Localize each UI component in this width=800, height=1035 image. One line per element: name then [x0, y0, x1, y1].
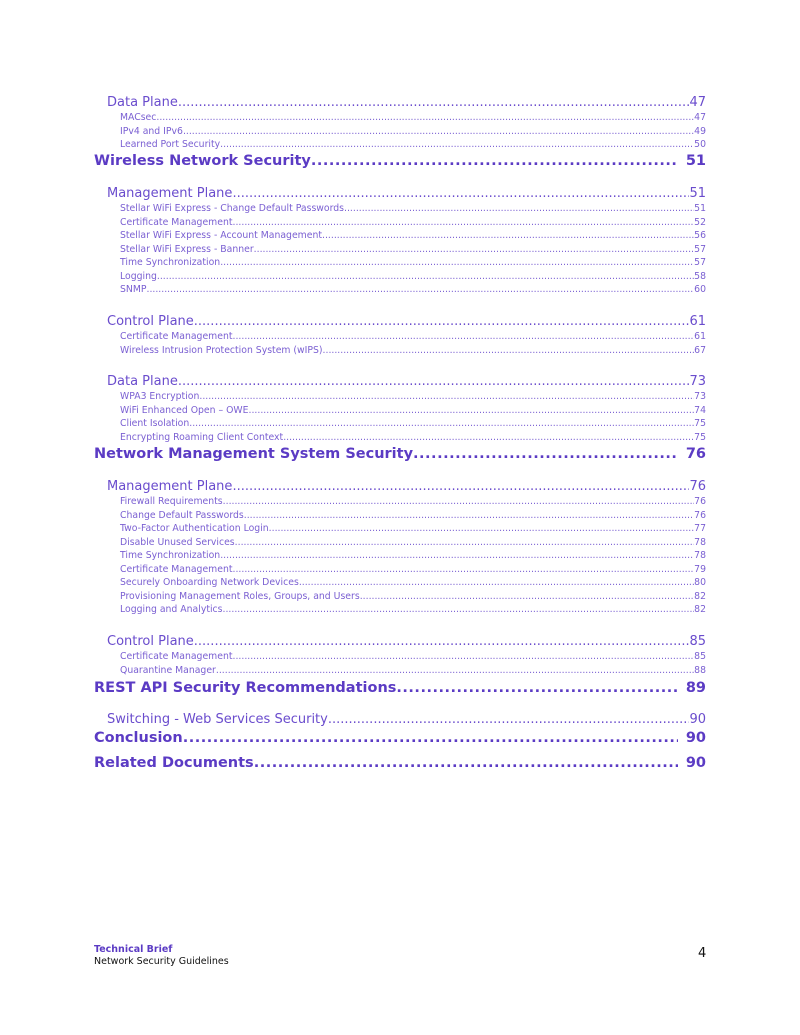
toc-section[interactable]: [94, 752, 706, 774]
toc-page-number: 73: [694, 391, 706, 402]
toc-leader-dots: [220, 549, 694, 563]
toc-leader-dots: [189, 417, 694, 431]
toc-leader-dots: [156, 111, 694, 125]
toc-title: Certificate Management: [120, 216, 233, 228]
toc-title: MACsec: [120, 112, 157, 123]
toc-title: Stellar WiFi Express - Banner: [120, 243, 254, 255]
toc-leader-dots: [194, 633, 690, 651]
toc-leader-dots: [178, 373, 690, 391]
toc-subsection[interactable]: [94, 373, 706, 391]
toc-title: IPv4 and IPv6: [120, 125, 183, 137]
toc-item[interactable]: [94, 664, 706, 678]
toc-leader-dots: [157, 270, 694, 284]
toc-leader-dots: [178, 94, 690, 112]
toc-leader-dots: [233, 650, 695, 664]
toc-title: Provisioning Management Roles, Groups, and Users: [120, 590, 360, 602]
toc-item[interactable]: [94, 283, 706, 297]
toc-page-number: 78: [694, 550, 706, 561]
toc-item[interactable]: [94, 495, 706, 509]
toc-title: Switching - Web Services Security: [107, 712, 328, 727]
toc-item[interactable]: [94, 330, 706, 344]
toc-item[interactable]: [94, 125, 706, 139]
toc-page-number: 57: [694, 243, 706, 255]
toc-leader-dots: [199, 390, 694, 404]
toc-page-number: 75: [694, 431, 706, 443]
toc-title: Firewall Requirements: [120, 496, 223, 507]
toc-item[interactable]: [94, 590, 706, 604]
toc-item[interactable]: [94, 603, 706, 617]
toc-title: Securely Onboarding Network Devices: [120, 577, 299, 588]
footer-doc-type: Technical Brief: [94, 944, 173, 955]
toc-title: Logging and Analytics: [120, 604, 223, 615]
toc-page-number: 75: [694, 418, 706, 429]
toc-page-number: 51: [689, 186, 706, 201]
footer-doc-title: Network Security Guidelines: [94, 956, 229, 967]
toc-page-number: 82: [694, 590, 706, 602]
toc-title: Learned Port Security: [120, 139, 221, 150]
toc-title: Certificate Management: [120, 563, 233, 575]
toc-leader-dots: [323, 344, 695, 358]
toc-title: Change Default Passwords: [120, 509, 244, 521]
toc-page-number: 78: [694, 536, 706, 548]
toc-title: Disable Unused Services: [120, 536, 235, 548]
toc-leader-dots: [244, 509, 694, 523]
footer: [94, 944, 229, 968]
toc-leader-dots: [233, 216, 695, 230]
toc-title: SNMP: [120, 284, 147, 295]
toc-item[interactable]: [94, 216, 706, 230]
toc-leader-dots: [194, 313, 690, 331]
toc-leader-dots: [344, 202, 694, 216]
toc-title: Encrypting Roaming Client Context: [120, 431, 284, 443]
toc-title: WiFi Enhanced Open – OWE: [120, 404, 249, 416]
toc-page-number: 49: [694, 125, 706, 137]
toc-page-number: 47: [694, 112, 706, 123]
toc-leader-dots: [413, 443, 678, 465]
toc-page-number: 47: [689, 95, 706, 110]
toc-page-number: 90: [685, 730, 706, 746]
toc-leader-dots: [233, 563, 695, 577]
toc-page-number: 52: [694, 216, 706, 228]
toc-leader-dots: [216, 664, 694, 678]
page-number: 4: [698, 946, 707, 961]
toc-leader-dots: [254, 243, 695, 257]
toc-page-number: 76: [685, 446, 706, 462]
toc-item[interactable]: [94, 563, 706, 577]
toc-title: Two-Factor Authentication Login: [120, 523, 269, 534]
toc-item[interactable]: [94, 202, 706, 216]
toc-section[interactable]: [94, 443, 706, 465]
toc-title: Logging: [120, 270, 157, 282]
toc-page-number: 57: [694, 257, 706, 268]
toc-leader-dots: [235, 536, 695, 550]
toc-title: Management Plane: [107, 186, 233, 201]
toc-title: Data Plane: [107, 95, 178, 110]
toc-page-number: 77: [694, 523, 706, 534]
toc-title: Wireless Network Security: [94, 153, 311, 169]
toc-leader-dots: [223, 603, 695, 617]
toc-title: Control Plane: [107, 314, 194, 329]
toc-page-number: 88: [694, 664, 706, 676]
toc-leader-dots: [232, 185, 689, 203]
toc-page-number: 58: [694, 270, 706, 282]
toc-item[interactable]: [94, 229, 706, 243]
toc-item[interactable]: [94, 536, 706, 550]
toc-page-number: 85: [689, 634, 706, 649]
toc-page-number: 50: [694, 139, 706, 150]
toc-title: Network Management System Security: [94, 446, 414, 462]
toc-leader-dots: [254, 752, 678, 774]
toc-title: Related Documents: [94, 755, 254, 771]
toc-title: Client Isolation: [120, 418, 190, 429]
toc-page-number: 67: [694, 344, 706, 356]
toc-subsection[interactable]: [94, 478, 706, 496]
toc-item[interactable]: [94, 404, 706, 418]
toc-subsection[interactable]: [94, 313, 706, 331]
toc-item[interactable]: [94, 243, 706, 257]
toc-title: Certificate Management: [120, 651, 233, 662]
toc-title: Quarantine Manager: [120, 664, 216, 676]
toc-page-number: 80: [694, 577, 706, 588]
toc-title: Stellar WiFi Express - Account Management: [120, 230, 322, 241]
toc-page-number: 90: [689, 712, 706, 727]
toc-item[interactable]: [94, 390, 706, 404]
toc-title: WPA3 Encryption: [120, 391, 200, 402]
toc-section[interactable]: [94, 727, 706, 749]
toc-page-number: 90: [685, 755, 706, 771]
toc-title: Time Synchronization: [120, 257, 221, 268]
toc-leader-dots: [223, 495, 695, 509]
toc-title: Data Plane: [107, 374, 178, 389]
toc-title: Stellar WiFi Express - Change Default Passwords: [120, 203, 344, 214]
toc-subsection[interactable]: [94, 185, 706, 203]
toc-item[interactable]: [94, 344, 706, 358]
toc-title: Conclusion: [94, 730, 183, 746]
toc-leader-dots: [232, 478, 689, 496]
toc-title: Wireless Intrusion Protection System (wIPS): [120, 344, 323, 356]
toc-page-number: 56: [694, 230, 706, 241]
toc-leader-dots: [360, 590, 694, 604]
toc-leader-dots: [146, 283, 694, 297]
toc-page-number: 79: [694, 563, 706, 575]
toc-leader-dots: [311, 150, 678, 172]
toc-page-number: 61: [689, 314, 706, 329]
toc-title: Control Plane: [107, 634, 194, 649]
toc-item[interactable]: [94, 417, 706, 431]
toc-leader-dots: [283, 431, 694, 445]
toc-item[interactable]: [94, 650, 706, 664]
toc-leader-dots: [233, 330, 695, 344]
toc-leader-dots: [249, 404, 695, 418]
toc-section[interactable]: [94, 150, 706, 172]
toc-page-number: 76: [694, 509, 706, 521]
toc-item[interactable]: [94, 256, 706, 270]
toc-page-number: 60: [694, 284, 706, 295]
toc-subsection[interactable]: [94, 633, 706, 651]
toc-page-number: 74: [694, 404, 706, 416]
toc-leader-dots: [322, 229, 694, 243]
toc-item[interactable]: [94, 549, 706, 563]
toc-item[interactable]: [94, 111, 706, 125]
toc-page-number: 61: [694, 331, 706, 342]
toc-leader-dots: [299, 576, 694, 590]
toc-item[interactable]: [94, 522, 706, 536]
toc-leader-dots: [183, 727, 678, 749]
toc-leader-dots: [220, 256, 694, 270]
toc-leader-dots: [396, 677, 677, 699]
toc-item[interactable]: [94, 509, 706, 523]
toc-page-number: 76: [694, 496, 706, 507]
toc-title: Time Synchronization: [120, 550, 221, 561]
toc-page-number: 76: [689, 479, 706, 494]
toc-page-number: 85: [694, 651, 706, 662]
toc-section[interactable]: [94, 677, 706, 699]
toc-page-number: 73: [689, 374, 706, 389]
toc-leader-dots: [183, 125, 694, 139]
toc-item[interactable]: [94, 576, 706, 590]
toc-title: Certificate Management: [120, 331, 233, 342]
toc-page-number: 51: [694, 203, 706, 214]
toc-item[interactable]: [94, 431, 706, 445]
toc-leader-dots: [269, 522, 695, 536]
toc-subsection[interactable]: [94, 94, 706, 112]
toc-page-number: 82: [694, 604, 706, 615]
toc-page-number: 89: [685, 680, 706, 696]
toc-page-number: 51: [685, 153, 706, 169]
toc-title: REST API Security Recommendations: [94, 680, 397, 696]
toc-item[interactable]: [94, 270, 706, 284]
toc-title: Management Plane: [107, 479, 233, 494]
